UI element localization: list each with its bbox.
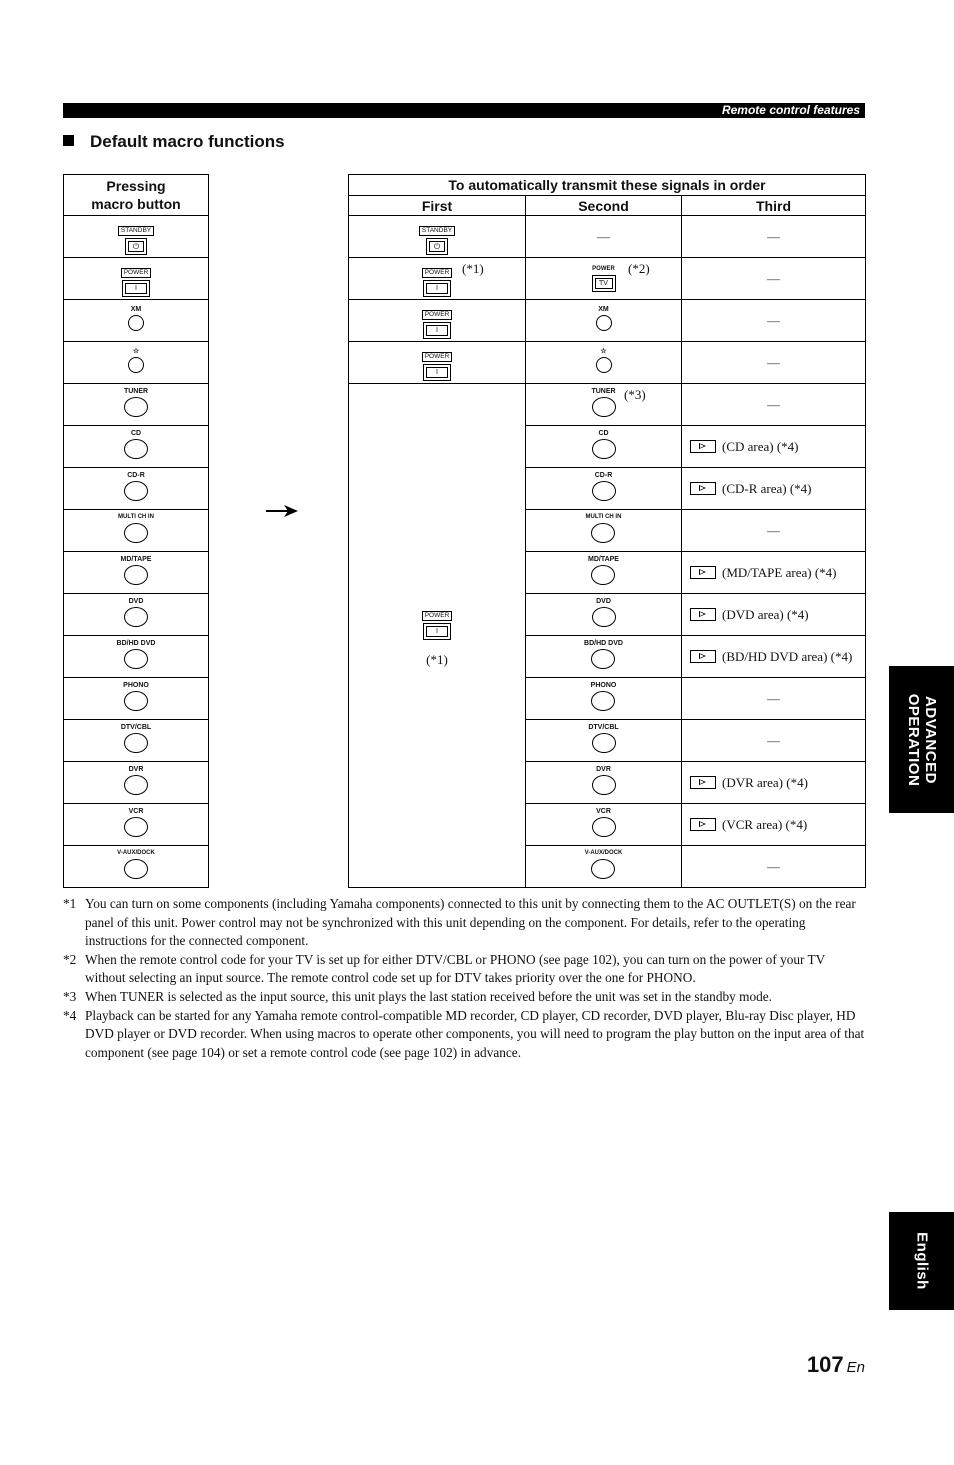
power-button-icon: POWER I <box>422 261 453 297</box>
third-dash: — <box>682 384 866 426</box>
footnote: *1 You can turn on some components (including Yamaha components) connected to this unit by connecting them to the AC OUTLET(S) on the rear panel of this unit. Power control may not be synchronized with this unit depending on the component. For details, refer to the operating instructions for the connected component. <box>63 896 856 949</box>
left-row-power <box>64 258 209 300</box>
second-vcr <box>526 804 682 846</box>
power-button-icon: POWER I <box>121 261 152 297</box>
tuner-button-icon: TUNER <box>124 387 148 422</box>
power-button-icon: POWER I <box>422 303 453 339</box>
third-dash: — <box>682 258 866 300</box>
second-mdtape <box>526 552 682 594</box>
third-dash: — <box>682 216 866 258</box>
side-tab-english[interactable]: English <box>889 1212 954 1310</box>
left-row-multich <box>64 510 209 552</box>
left-row-cdr <box>64 468 209 510</box>
third-dash: — <box>682 342 866 384</box>
bd-hd-dvd-button-icon: BD/HD DVD <box>584 639 623 674</box>
vcr-button-icon: VCR <box>592 807 616 842</box>
transmit-signals-table <box>348 174 866 888</box>
second-dvr <box>526 762 682 804</box>
second-dvd <box>526 594 682 636</box>
footnotes <box>63 895 865 1062</box>
cdr-button-icon: CD-R <box>592 471 616 506</box>
left-row-dtvcbl <box>64 720 209 762</box>
second-cdr <box>526 468 682 510</box>
footnote: *2 When the remote control code for your TV is set up for either DTV/CBL or PHONO (see page 102), you can turn on the power of your TV without selecting an input source. The remote control code set up for DTV takes priority over the one for PHONO. <box>63 951 826 986</box>
cd-button-icon: CD <box>124 429 148 464</box>
dtv-cbl-button-icon: DTV/CBL <box>588 723 618 758</box>
v-aux-dock-button-icon: V-AUX/DOCK <box>585 849 623 884</box>
third-dash: — <box>682 720 866 762</box>
phono-button-icon: PHONO <box>123 681 149 716</box>
md-tape-button-icon: MD/TAPE <box>121 555 152 590</box>
power-button-icon: POWER I <box>422 604 453 640</box>
third-dash: — <box>682 678 866 720</box>
second-cd <box>526 426 682 468</box>
third-dvd: (DVD area) (*4) <box>682 594 866 636</box>
play-button-icon <box>690 650 716 663</box>
bullet-square-icon <box>63 135 74 146</box>
third-cdr: (CD-R area) (*4) <box>682 468 866 510</box>
bd-hd-dvd-button-icon: BD/HD DVD <box>117 639 156 674</box>
multi-ch-in-button-icon: MULTI CH IN <box>586 513 622 548</box>
second-vaux <box>526 846 682 888</box>
left-row-bdhd <box>64 636 209 678</box>
xm-button-icon: XM <box>128 305 144 336</box>
third-dash: — <box>682 300 866 342</box>
dtv-cbl-button-icon: DTV/CBL <box>121 723 151 758</box>
left-row-mdtape <box>64 552 209 594</box>
arrow-right-icon <box>266 504 300 518</box>
left-row-vcr <box>64 804 209 846</box>
first-power <box>349 258 526 300</box>
dvr-button-icon: DVR <box>592 765 616 800</box>
left-row-xm <box>64 300 209 342</box>
col-second: Second <box>526 196 682 216</box>
play-button-icon <box>690 608 716 621</box>
third-vcr: (VCR area) (*4) <box>682 804 866 846</box>
power-button-icon: POWER I <box>422 345 453 381</box>
section-title: Default macro functions <box>63 132 285 152</box>
first-power <box>349 342 526 384</box>
left-row-star <box>64 342 209 384</box>
cdr-button-icon: CD-R <box>124 471 148 506</box>
left-row-tuner <box>64 384 209 426</box>
play-button-icon <box>690 440 716 453</box>
cd-button-icon: CD <box>592 429 616 464</box>
left-row-standby <box>64 216 209 258</box>
play-button-icon <box>690 818 716 831</box>
second-dash: — <box>526 216 682 258</box>
multi-ch-in-button-icon: MULTI CH IN <box>118 513 154 548</box>
vcr-button-icon: VCR <box>124 807 148 842</box>
dvd-button-icon: DVD <box>592 597 616 632</box>
left-row-dvd <box>64 594 209 636</box>
footnote: *3 When TUNER is selected as the input source, this unit plays the last station received before the unit was set in the standby mode. <box>63 988 772 1004</box>
left-row-phono <box>64 678 209 720</box>
power-tv-button-icon: POWER TV <box>592 265 616 292</box>
note-ref: (*3) <box>624 387 646 402</box>
second-phono <box>526 678 682 720</box>
first-power <box>349 300 526 342</box>
standby-button-icon: STANDBY ⏻ <box>118 219 154 255</box>
play-button-icon <box>690 482 716 495</box>
dvr-button-icon: DVR <box>124 765 148 800</box>
left-row-dvr <box>64 762 209 804</box>
left-header: Pressing macro button <box>64 175 209 216</box>
tuner-button-icon: TUNER <box>591 387 615 422</box>
v-aux-dock-button-icon: V-AUX/DOCK <box>117 849 155 884</box>
running-title: Remote control features <box>721 103 860 117</box>
xm-button-icon: XM <box>596 305 612 336</box>
page-number: 107 En <box>806 1352 865 1377</box>
standby-button-icon: STANDBY ⏻ <box>419 219 455 255</box>
second-tuner <box>526 384 682 426</box>
star-button-icon: ☆ <box>596 347 612 378</box>
second-power-tv <box>526 258 682 300</box>
note-ref: (*1) <box>426 651 448 667</box>
md-tape-button-icon: MD/TAPE <box>588 555 619 590</box>
footnote: *4 Playback can be started for any Yamaha remote control-compatible MD recorder, CD player, CD recorder, DVD player, Blu-ray Disc player, HD DVD player or DVD recorder. When using macros to operate other components, you will need to program the play button on the input area of that component (see page 104) or set a remote control code (see page 102) in advance. <box>63 1007 865 1060</box>
third-bdhd: (BD/HD DVD area) (*4) <box>682 636 866 678</box>
third-mdtape: (MD/TAPE area) (*4) <box>682 552 866 594</box>
second-star <box>526 342 682 384</box>
left-row-cd <box>64 426 209 468</box>
col-third: Third <box>682 196 866 216</box>
note-ref: (*1) <box>462 261 484 276</box>
third-dash: — <box>682 846 866 888</box>
third-cd: (CD area) (*4) <box>682 426 866 468</box>
play-button-icon <box>690 776 716 789</box>
second-multich <box>526 510 682 552</box>
header-bar <box>63 103 865 118</box>
second-xm <box>526 300 682 342</box>
first-standby <box>349 216 526 258</box>
col-first: First <box>349 196 526 216</box>
star-button-icon: ☆ <box>128 347 144 378</box>
pressing-macro-table <box>63 174 209 888</box>
third-dvr: (DVR area) (*4) <box>682 762 866 804</box>
play-button-icon <box>690 566 716 579</box>
left-row-vaux <box>64 846 209 888</box>
note-ref: (*2) <box>628 261 650 276</box>
side-tab-advanced-operation[interactable]: ADVANCED OPERATION <box>889 666 954 813</box>
dvd-button-icon: DVD <box>124 597 148 632</box>
phono-button-icon: PHONO <box>591 681 617 716</box>
second-bdhd <box>526 636 682 678</box>
right-header: To automatically transmit these signals in order <box>349 175 866 196</box>
second-dtvcbl <box>526 720 682 762</box>
third-dash: — <box>682 510 866 552</box>
first-merged-power <box>349 384 526 888</box>
